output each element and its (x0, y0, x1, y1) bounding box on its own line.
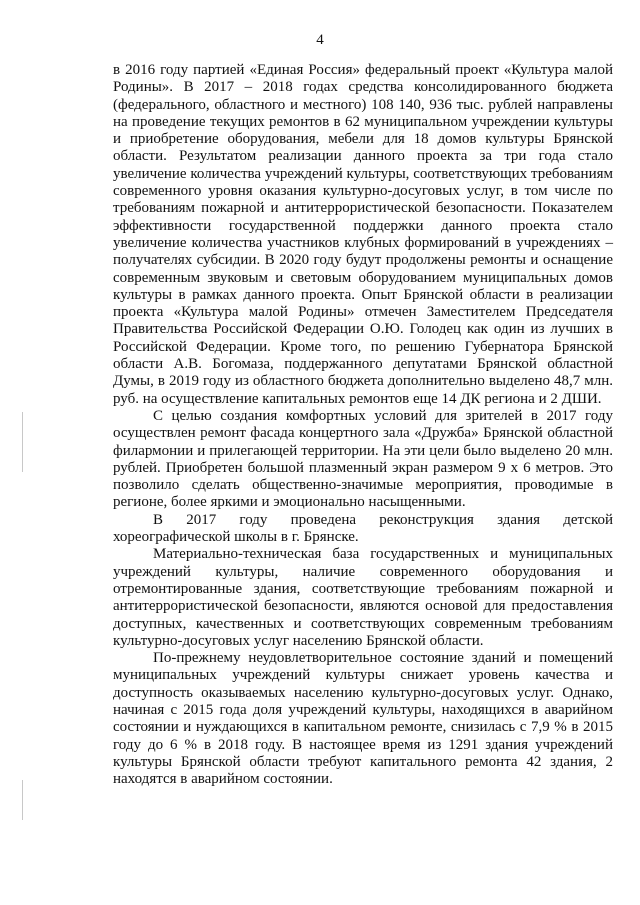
paragraph-building-condition: По-прежнему неудовлетворительное состояние зданий и помещений муниципальных учреждений культуры снижает уровень качества и доступность оказываемых населению культурно-досуговых услуг. Однако, начиная с 2015 года доля учреждений культуры, находящихся в аварийном состоянии и нуждающихся в капитальном ремонте, снизилась с 7,9 % в 2015 году до 6 % в 2018 году. В настоящее время из 1291 здания учреждений культуры Брянской области требуют капитального ремонта 42 здания, 2 находятся в аварийном состоянии. (113, 650, 613, 788)
scan-margin-mark (22, 412, 23, 472)
paragraph-choreography-school: В 2017 году проведена реконструкция здания детской хореографической школы в г. Брянске. (113, 511, 613, 546)
paragraph-philharmonic-renovation: С целью создания комфортных условий для зрителей в 2017 году осуществлен ремонт фасада концертного зала «Дружба» Брянской областной филармонии и прилегающей территории. На эти цели было выделено 20 млн. рублей. Приобретен большой плазменный экран размером 9 х 6 метров. Это позволило сделать общественно-значимые мероприятия, проводимые в регионе, более яркими и эмоционально насыщенными. (113, 407, 613, 511)
scan-margin-mark (22, 780, 23, 820)
paragraph-culture-small-homeland: в 2016 году партией «Единая Россия» федеральный проект «Культура малой Родины». В 2017 – 2018 годах средства консолидированного бюджета (федерального, областного и местного) 108 140, 936 тыс. рублей направлены на проведение текущих ремонтов в 62 муниципальном учреждении культуры и приобретение оборудования, мебели для 18 домов культуры Брянской области. Результатом реализации данного проекта за три года стало увеличение количества учреждений культуры, соответствующих требованиям современного уровня оказания культурно-досуговых услуг, в том числе по требованиям пожарной и антитеррористической безопасности. Показателем эффективности государственной поддержки данного проекта стало увеличение количества участников клубных формирований в учреждениях – получателях субсидии. В 2020 году будут продолжены ремонты и оснащение современным звуковым и световым оборудованием муниципальных домов культуры в рамках данного проекта. Опыт Брянской области в реализации проекта «Культура малой Родины» отмечен Заместителем Председателя Правительства Российской Федерации О.Ю. Голодец как один из лучших в Российской Федерации. Кроме того, по решению Губернатора Брянской области А.В. Богомаза, поддержанного депутатами Брянской областной Думы, в 2019 году из областного бюджета дополнительно выделено 48,7 млн. руб. на осуществление капитальных ремонтов еще 14 ДК региона и 2 ДШИ. (113, 62, 613, 407)
paragraph-material-base: Материально-техническая база государственных и муниципальных учреждений культуры, наличие современного оборудования и отремонтированные здания, соответствующие требованиям пожарной и антитеррористической безопасности, являются основой для предоставления доступных, качественных и соответствующих современным требованиям культурно-досуговых услуг населению Брянской области. (113, 546, 613, 649)
document-body (113, 62, 613, 788)
page-number: 4 (316, 32, 324, 48)
